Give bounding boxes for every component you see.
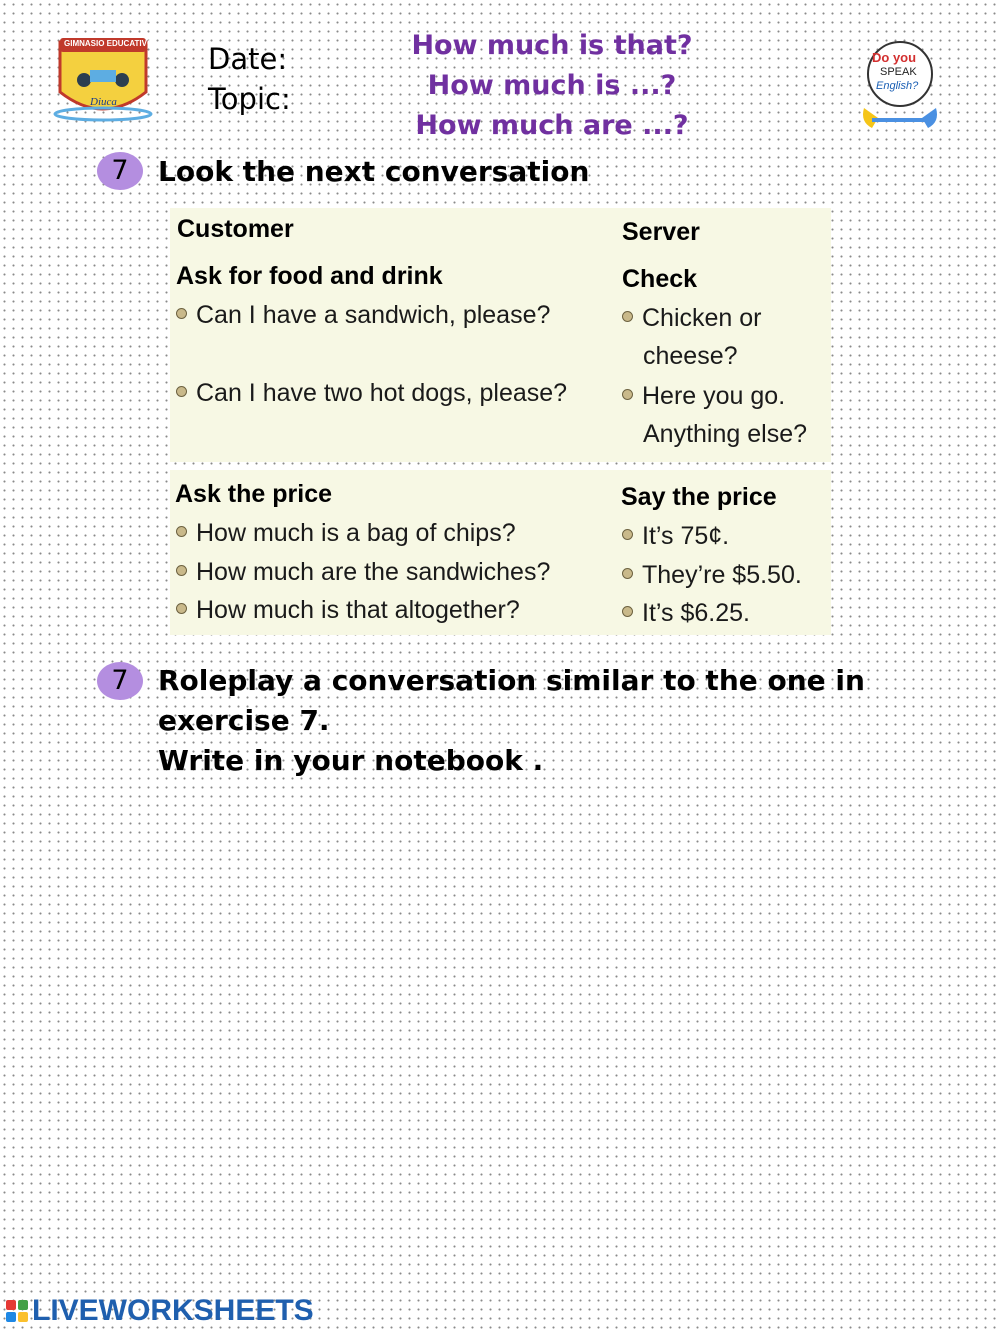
customer-line: Can I have two hot dogs, please?: [196, 379, 568, 407]
title-line-1: How much is that?: [411, 30, 693, 61]
date-label: Date:: [208, 42, 288, 76]
brand-squares-icon: [6, 1300, 28, 1322]
customer-line: How much is that altogether?: [196, 596, 520, 624]
school-logo: [50, 34, 156, 126]
school-logo-text: GIMNASIO EDUCATIVO: [64, 39, 154, 48]
list-item: [622, 304, 762, 333]
server-line: They’re $5.50.: [642, 561, 802, 589]
server-line: Chicken or: [642, 304, 762, 332]
list-item: [622, 561, 802, 590]
server-line: It’s 75¢.: [642, 522, 730, 550]
list-item: [622, 382, 785, 411]
customer-line: Can I have a sandwich, please?: [196, 301, 551, 329]
school-logo-subtitle: Diuca: [90, 96, 117, 108]
bullet-icon: [622, 529, 633, 540]
server-line: It’s $6.25.: [642, 599, 750, 627]
list-item: [622, 522, 729, 551]
title-line-2: How much is ...?: [427, 70, 677, 101]
section-title-customer: Ask the price: [175, 480, 333, 508]
exercise-number-badge: 7: [97, 152, 143, 190]
speak-logo-line-2: SPEAK: [880, 66, 917, 78]
bullet-icon: [622, 311, 633, 322]
list-item: [176, 301, 550, 330]
bullet-icon: [622, 606, 633, 617]
topic-label: Topic:: [208, 82, 291, 116]
server-column-header: Server: [622, 218, 700, 246]
bullet-icon: [176, 308, 187, 319]
exercise-instruction: Look the next conversation: [158, 155, 590, 188]
bullet-icon: [176, 603, 187, 614]
bullet-icon: [622, 568, 633, 579]
speak-logo-line-3: English?: [876, 80, 919, 92]
list-item: [176, 558, 550, 587]
list-item: [176, 379, 567, 408]
speak-logo-line-1: Do you: [872, 50, 917, 65]
bullet-icon: [176, 565, 187, 576]
exercise-instruction-line-3: Write in your notebook .: [158, 744, 544, 777]
customer-line: How much is a bag of chips?: [196, 519, 516, 547]
title-line-3: How much are ...?: [415, 110, 689, 141]
exercise-instruction-line-2: exercise 7.: [158, 704, 330, 737]
bullet-icon: [176, 526, 187, 537]
bullet-icon: [176, 386, 187, 397]
list-item: [176, 596, 520, 625]
exercise-instruction-line-1: Roleplay a conversation similar to the one in: [158, 664, 865, 697]
exercise-number-badge: 7: [97, 662, 143, 700]
list-item: [176, 519, 516, 548]
brand-name: LIVEWORKSHEETS: [32, 1294, 314, 1327]
server-line: Here you go.: [642, 382, 786, 410]
server-line-continued: cheese?: [643, 342, 738, 370]
liveworksheets-logo: [6, 1294, 314, 1328]
bullet-icon: [622, 389, 633, 400]
customer-line: How much are the sandwiches?: [196, 558, 551, 586]
server-line-continued: Anything else?: [643, 420, 808, 448]
section-title-server: Check: [622, 265, 698, 293]
speak-english-logo: [850, 38, 950, 134]
list-item: [622, 599, 750, 628]
section-title-server: Say the price: [621, 483, 777, 511]
section-title-customer: Ask for food and drink: [176, 262, 443, 290]
customer-column-header: Customer: [177, 215, 294, 243]
